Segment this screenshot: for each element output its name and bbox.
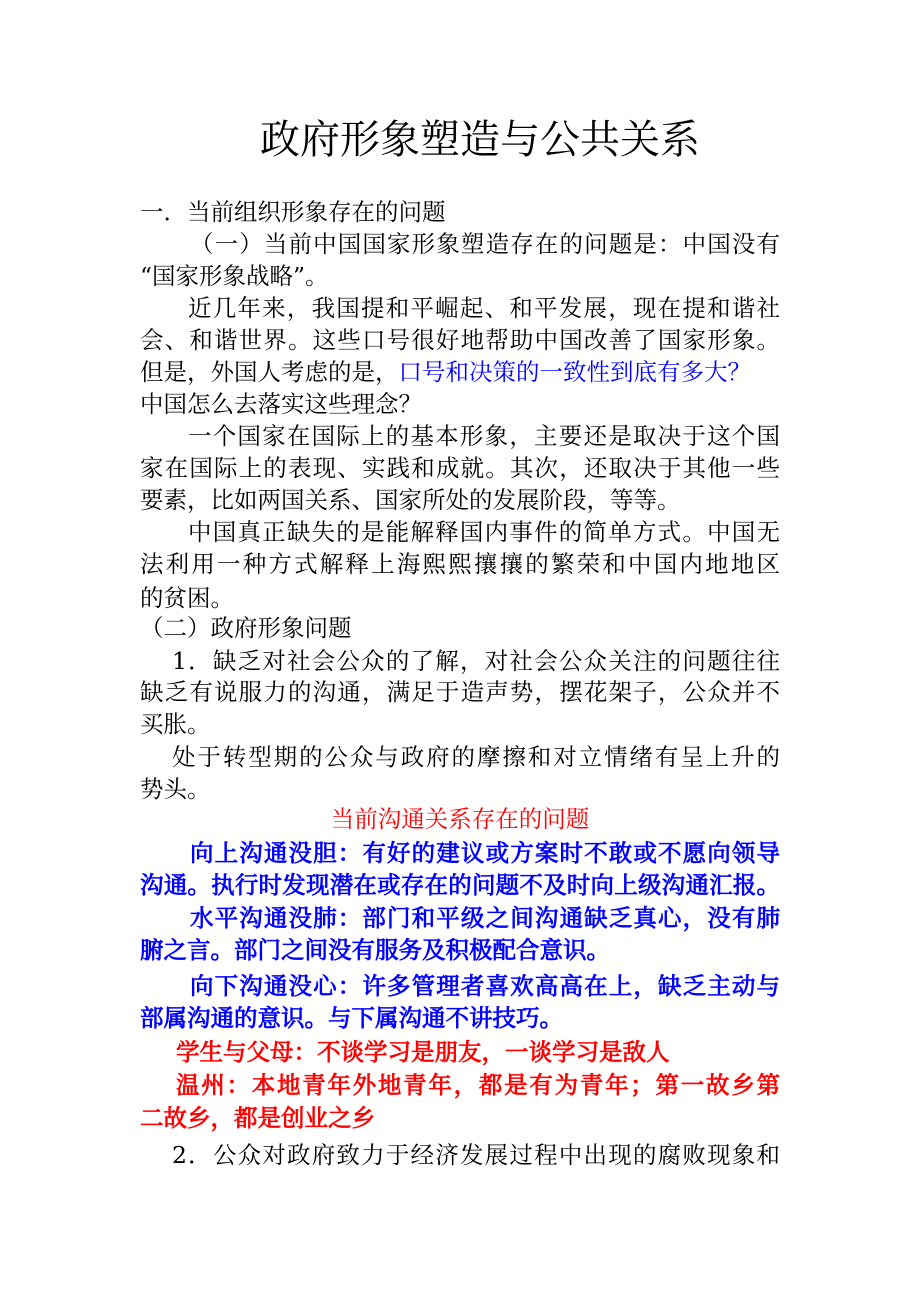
document-title: 政府形象塑造与公共关系: [260, 117, 700, 163]
text-line: 买胀。: [140, 710, 211, 738]
blue-text-line: 向上沟通没胆：有好的建议或方案时不敢或不愿向领导: [190, 839, 780, 867]
text-line: 要素，比如两国关系、国家所处的发展阶段，等等。: [140, 486, 681, 514]
blue-text-line: 水平沟通没肺：部门和平级之间沟通缺乏真心，没有肺: [190, 904, 780, 932]
red-text-line: 温州：本地青年外地青年，都是有为青年；第一故乡第: [176, 1071, 780, 1099]
blue-text-line: 向下沟通没心：许多管理者喜欢高高在上，缺乏主动与: [190, 972, 780, 1000]
text-line: 法利用一种方式解释上海熙熙攘攘的繁荣和中国内地地区: [140, 550, 780, 578]
subsection-heading: （一）当前中国国家形象塑造存在的问题是：中国没有: [190, 230, 780, 258]
red-heading: 当前沟通关系存在的问题: [330, 805, 590, 833]
subsection-heading: （二）政府形象问题: [140, 614, 352, 642]
blue-text-line: 沟通。执行时发现潜在或存在的问题不及时向上级沟通汇报。: [140, 871, 780, 899]
text-line: 缺乏有说服力的沟通，满足于造声势，摆花架子，公众并不: [140, 678, 780, 706]
blue-text-line: 腑之言。部门之间没有服务及积极配合意识。: [140, 936, 610, 964]
text-line: “国家形象战略”。: [140, 262, 329, 290]
blue-text-line: 部属沟通的意识。与下属沟通不讲技巧。: [140, 1004, 563, 1032]
red-text-line: 二故乡，都是创业之乡: [140, 1104, 375, 1132]
text-line: [140, 356, 780, 388]
text-segment: 但是，外国人考虑的是，: [140, 358, 399, 386]
red-text-line: 学生与父母：不谈学习是朋友，一谈学习是敌人: [176, 1038, 670, 1066]
text-line: 的贫困。: [140, 584, 234, 612]
section-heading: 一．当前组织形象存在的问题: [140, 198, 446, 226]
text-line: 近几年来，我国提和平崛起、和平发展，现在提和谐社: [188, 294, 780, 322]
text-line: 2．公众对政府致力于经济发展过程中出现的腐败现象和: [172, 1141, 780, 1169]
text-line: 处于转型期的公众与政府的摩擦和对立情绪有呈上升的: [172, 743, 780, 771]
text-line: 中国怎么去落实这些理念？: [140, 390, 422, 418]
text-line: 家在国际上的表现、实践和成就。其次，还取决于其他一些: [140, 454, 780, 482]
highlighted-question: 口号和决策的一致性到底有多大？: [398, 358, 751, 386]
text-line: 势头。: [140, 775, 211, 803]
text-line: 中国真正缺失的是能解释国内事件的简单方式。中国无: [188, 518, 780, 546]
text-line: 一个国家在国际上的基本形象，主要还是取决于这个国: [188, 422, 780, 450]
text-line: 会、和谐世界。这些口号很好地帮助中国改善了国家形象。: [140, 326, 780, 354]
text-line: 1．缺乏对社会公众的了解，对社会公众关注的问题往往: [172, 647, 780, 675]
